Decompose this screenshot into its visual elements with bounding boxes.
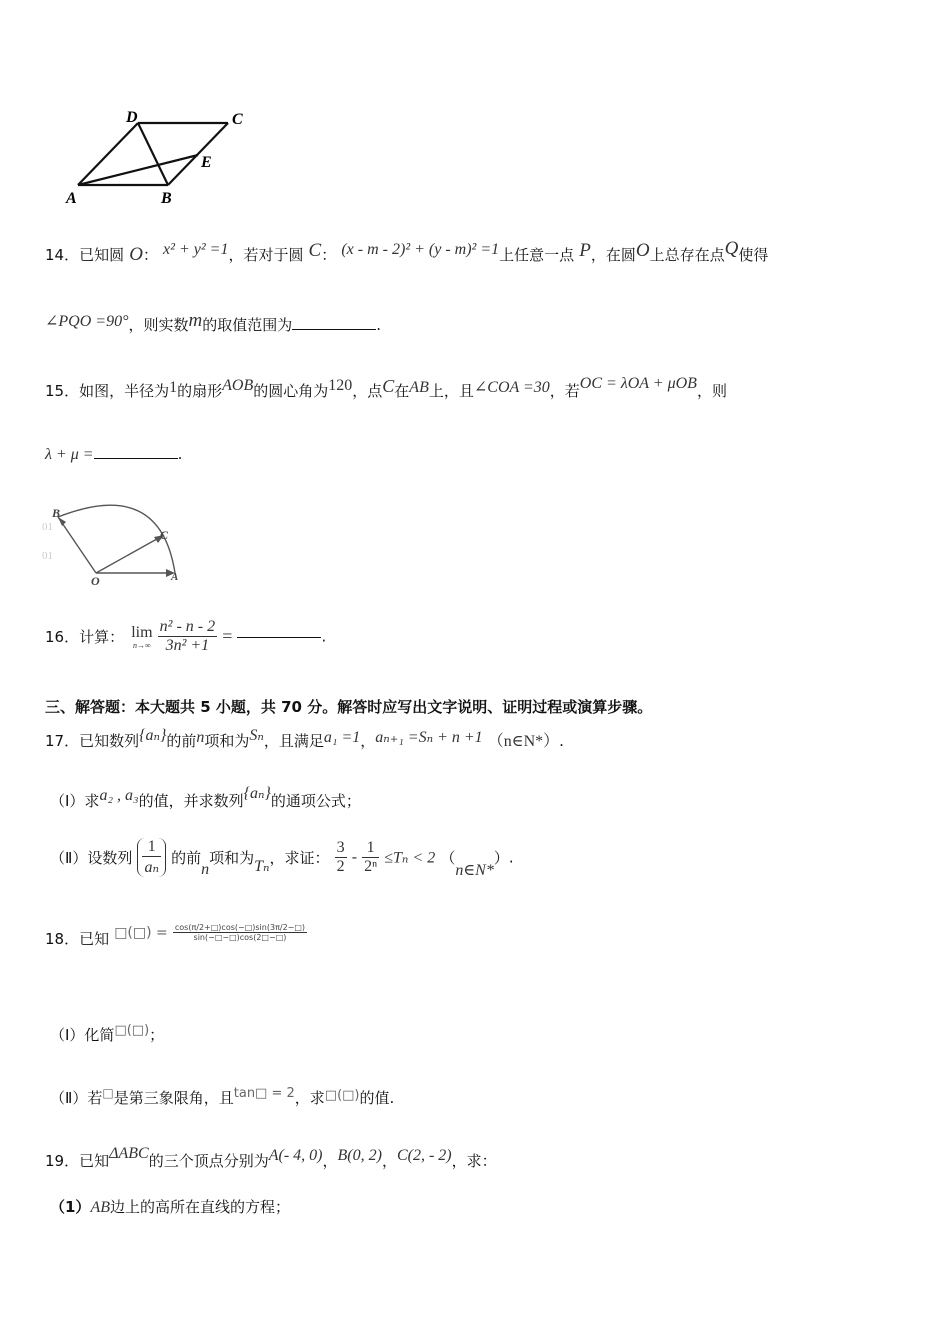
q14-colon: ：	[321, 246, 337, 264]
q18-part2	[50, 1087, 394, 1108]
q17-part2-inequality: ≤Tₙ < 2	[384, 849, 436, 867]
q17-part2-frac1-num: 3	[336, 839, 345, 856]
q17-Sn: Sₙ	[249, 727, 264, 744]
q17-end: .	[559, 732, 564, 750]
q17-recurrence: aₙ₊₁ =Sₙ + n +1	[375, 729, 483, 746]
q16-text: 计算：	[79, 628, 125, 646]
q18-number: 18．	[45, 930, 80, 948]
q18-text: 已知	[79, 930, 110, 948]
q17-part2-frac2	[362, 839, 379, 876]
q17-part2-text: 的前	[171, 849, 202, 867]
q15-angle-COA: ∠COA =30	[473, 379, 550, 396]
q18-numerator: cos(π/2+□)cos(−□)sin(3π/2−□)	[174, 923, 306, 932]
q15-text: 的圆心角为	[253, 382, 329, 400]
q15-end: .	[177, 445, 183, 463]
q17-part2-end: .	[508, 848, 514, 867]
q17-text: 的前	[166, 732, 197, 750]
q17-text: ，且满足	[263, 732, 324, 750]
q17-part2-paren: （	[440, 849, 456, 867]
label-C: C	[160, 528, 169, 542]
q14-line1	[45, 238, 769, 266]
q16-line	[45, 618, 326, 655]
q17-part2-Tn: Tₙ	[254, 857, 270, 875]
q14-end: .	[376, 316, 382, 334]
q16-end: .	[321, 627, 327, 646]
q17-part2-n: n	[201, 860, 210, 878]
q17-part1-sequence: {aₙ}	[243, 785, 271, 802]
q17-part2-frac1-den: 2	[336, 858, 345, 875]
q19-sep: ，	[322, 1152, 338, 1170]
q17-sequence: {aₙ}	[139, 727, 167, 744]
q18-part2-function: □(□)	[324, 1088, 360, 1103]
q14-equation-O: x² + y² =1	[163, 241, 229, 258]
q18-part1	[50, 1024, 164, 1045]
q14-text: 的取值范围为	[202, 316, 293, 334]
q17-part1	[50, 785, 361, 811]
q17-part2-fraction	[142, 838, 160, 877]
q18-part1-function: □(□)	[114, 1023, 150, 1038]
q17-part2-condition: n∈N*	[455, 861, 494, 879]
q15-text: ，则	[696, 382, 727, 400]
q19-triangle: ΔABC	[109, 1145, 149, 1162]
q14-text: ，若对于圆	[228, 246, 304, 264]
q17-part2-minus: -	[351, 848, 358, 866]
label-E: E	[201, 154, 212, 171]
q18-part2-label: （Ⅱ）若	[50, 1089, 103, 1107]
q17-number: 17．	[45, 732, 80, 750]
q17-part1-values: a₂ , a₃	[99, 787, 139, 804]
q19-vertex-A: A(- 4, 0)	[268, 1147, 323, 1164]
q14-colon: ：	[142, 246, 158, 264]
q17-part2-num: 1	[142, 838, 160, 857]
q19-text: 已知	[79, 1152, 110, 1170]
q15-answer-blank[interactable]	[94, 457, 178, 459]
q17-text: 已知数列	[79, 732, 140, 750]
q14-point-P: P	[579, 240, 591, 261]
q14-angle: ∠PQO =90°	[45, 313, 129, 330]
q19-part1-text: 边上的高所在直线的方程；	[109, 1198, 290, 1216]
q17-sep: ，	[360, 732, 376, 750]
label-A: A	[66, 190, 77, 207]
q14-circle-C: C	[308, 240, 322, 261]
q15-text: 在	[394, 382, 410, 400]
q14-number: 14．	[45, 246, 80, 264]
q18-part1-label: （Ⅰ）化简	[50, 1026, 115, 1044]
q14-text: 上任意一点	[499, 246, 575, 264]
q15-line2	[45, 444, 182, 464]
q15-ask: λ + μ =	[45, 446, 94, 463]
q15-radius: 1	[169, 379, 178, 396]
faded-text: 01	[42, 550, 53, 562]
q17-part2-frac1	[335, 839, 347, 876]
q17-part2-brace-seq	[137, 838, 165, 877]
q18-fraction	[173, 923, 307, 942]
q19-line	[45, 1145, 497, 1171]
q14-text: ，在圆	[590, 246, 636, 264]
sector-figure	[40, 495, 190, 590]
q18-function: □(□) =	[114, 924, 168, 941]
q14-line2	[45, 310, 382, 336]
q15-number: 15．	[45, 382, 80, 400]
q14-text: 使得	[738, 246, 769, 264]
q18-part2-text: ，求	[294, 1089, 325, 1107]
q19-text: ，求：	[451, 1152, 497, 1170]
q14-text: 已知圆	[79, 246, 125, 264]
q14-text: 上总存在点	[649, 246, 725, 264]
q15-vector-equation: OC = λOA + μOB	[579, 375, 697, 392]
q17-line	[45, 728, 564, 751]
q15-text: ，点	[352, 382, 383, 400]
q16-answer-blank[interactable]	[237, 636, 321, 638]
parallelogram-figure	[60, 105, 260, 210]
q16-lim: lim	[131, 623, 153, 641]
q15-angle-value: 120	[328, 377, 353, 394]
label-D: D	[126, 109, 138, 126]
q19-sep: ，	[381, 1152, 397, 1170]
q14-var-m: m	[188, 310, 203, 331]
q16-fraction	[158, 618, 217, 655]
q17-part2-text: ，求证：	[269, 849, 330, 867]
q17-part2-label: （Ⅱ）设数列	[50, 849, 133, 867]
faded-text: 01	[42, 521, 53, 533]
q19-text: 的三个顶点分别为	[148, 1152, 269, 1170]
q16-denominator: 3n² +1	[165, 637, 210, 654]
q15-sector: AOB	[222, 377, 254, 394]
q19-part1	[50, 1196, 290, 1217]
q14-circle-O: O	[129, 244, 143, 265]
q16-lim-sub: n→∞	[133, 640, 151, 650]
section-3-heading: 三、解答题：本大题共 5 小题，共 70 分。解答时应写出文字说明、证明过程或演算步骤。	[45, 698, 653, 716]
q15-arc: AB	[409, 379, 429, 396]
label-B: B	[52, 506, 61, 520]
label-B: B	[161, 190, 172, 207]
q17-part2-frac2-den: 2ⁿ	[364, 858, 378, 875]
q16-equals: =	[222, 626, 233, 646]
q18-denominator: sin(−□−□)cos(2□−□)	[193, 933, 287, 942]
q17-var-n: n	[196, 729, 205, 746]
q15-text: 如图，半径为	[79, 382, 170, 400]
q14-circle-O: O	[635, 240, 650, 261]
q18-part2-tan: tan□ = 2	[233, 1086, 295, 1101]
q16-number: 16．	[45, 628, 80, 646]
q17-part2-paren: ）	[493, 849, 509, 867]
label-C: C	[232, 111, 243, 128]
label-A: A	[171, 571, 179, 583]
q18-part2-text: 是第三象限角，且	[113, 1089, 234, 1107]
q14-text: ，则实数	[128, 316, 189, 334]
q17-part2	[50, 838, 514, 877]
label-O: O	[91, 574, 100, 588]
q16-numerator: n² - n - 2	[159, 618, 216, 635]
q14-point-Q: Q	[724, 238, 739, 259]
q17-part1-label: （Ⅰ）求	[50, 792, 100, 810]
q17-a1: a₁ =1	[323, 729, 361, 746]
q19-number: 19．	[45, 1152, 80, 1170]
q17-part2-den: aₙ	[144, 859, 159, 876]
q16-limit	[131, 624, 152, 650]
q19-part1-label: （1）	[50, 1198, 91, 1216]
q17-part2-text: 项和为	[209, 849, 255, 867]
q18-part1-end: ；	[149, 1026, 165, 1044]
q18-part2-alpha: □	[102, 1086, 114, 1100]
q15-line1	[45, 375, 727, 401]
q15-text: 上，且	[428, 382, 474, 400]
q17-condition: （n∈N*）	[487, 733, 560, 750]
q15-point-C: C	[382, 376, 395, 396]
q19-vertex-C: C(2, - 2)	[396, 1147, 452, 1164]
q18-part2-end: 的值.	[359, 1089, 395, 1107]
q17-part1-end: 的通项公式；	[270, 792, 361, 810]
q17-part2-frac2-num: 1	[362, 839, 379, 858]
q19-part1-AB: AB	[90, 1199, 110, 1216]
q17-text: 项和为	[204, 732, 250, 750]
q19-vertex-B: B(0, 2)	[337, 1147, 382, 1164]
q17-part1-text: 的值，并求数列	[138, 792, 244, 810]
q15-text: ，若	[549, 382, 580, 400]
q14-answer-blank[interactable]	[292, 328, 376, 330]
q15-text: 的扇形	[177, 382, 223, 400]
q14-equation-C: (x - m - 2)² + (y - m)² =1	[341, 241, 500, 258]
